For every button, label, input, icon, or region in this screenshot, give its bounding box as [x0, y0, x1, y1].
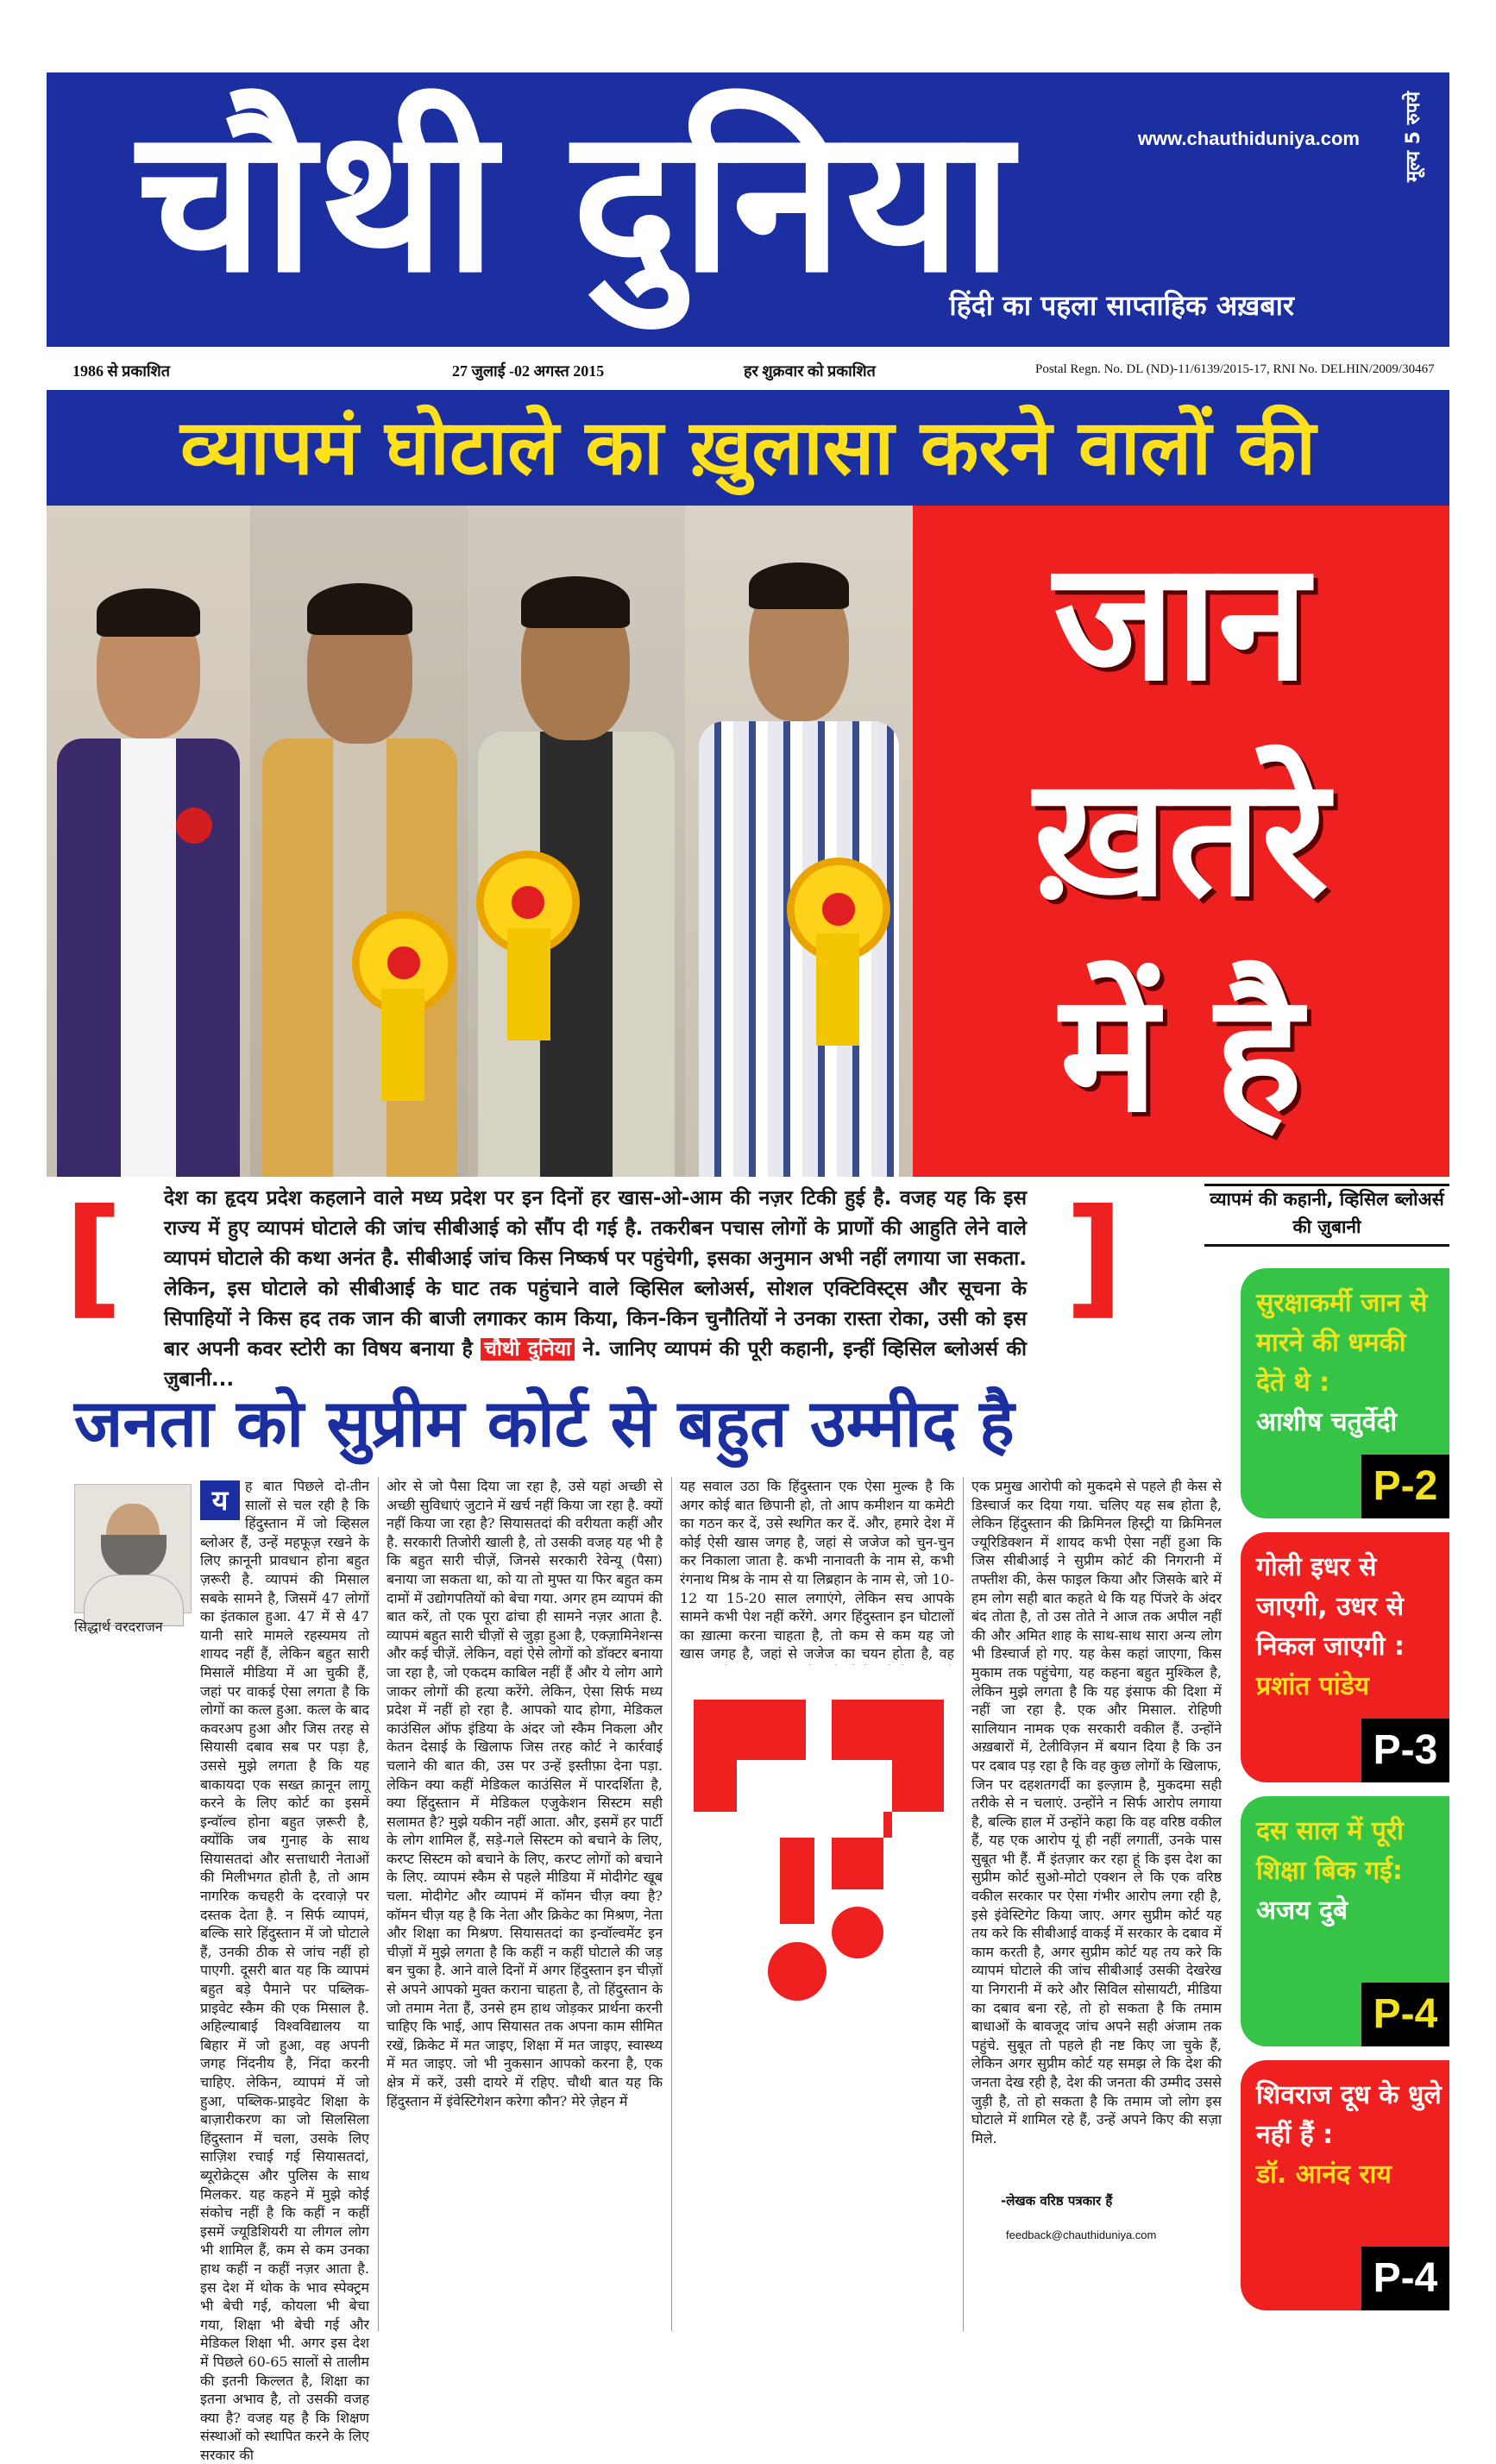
- intro-brand: चौथी दुनिया: [481, 1338, 575, 1361]
- right-bracket-icon: ]: [1065, 1182, 1124, 1332]
- article-column-3-text: यह सवाल उठा कि हिंदुस्तान एक ऐसा मुल्क है कि अगर कोई बात छिपानी हो, तो आप कमीशन या कमेटी का गठन कर दें, उसे स्थगित कर दें. और, हमारे देश में कोई ऐसी खास जगह है, जहां से जजेज को चुन-चुन कर निकाला जाता है. कभी नानावती के नाम से, कभी रंगनाथ मिश्र के नाम से या लिब्रहान के नाम से, जो 10-12 या 15-20 साल लगाएंगे, लेकिन सच आपके सामने कभी पेश नहीं करेंगे. अगर हिंदुस्तान इन घोटालों का ख़ात्मा करना चाहता है, तो कम से कम यह जो खास जगह है, जहां से जजेज का चयन होता है, वह: [680, 1478, 954, 1663]
- feedback-email[interactable]: feedback@chauthiduniya.com: [1006, 2228, 1157, 2241]
- article-column-1: [200, 1477, 369, 2463]
- promo-4-text: शिवराज दूध के धुले नहीं हैं :: [1256, 2080, 1442, 2150]
- info-strip: [47, 355, 1449, 387]
- column-divider: [963, 1477, 964, 2331]
- intro-text-2: ने. जानिए व्यापमं की पूरी कहानी, इन्हीं व्हिसिल ब्लोअर्स की ज़ुबानी...: [164, 1338, 1027, 1391]
- promo-card-2[interactable]: [1241, 1532, 1449, 1782]
- question-mark-stem: [780, 1838, 814, 1924]
- column-divider: [378, 1477, 379, 2331]
- sidebar-rule-bottom: [1204, 1244, 1449, 1247]
- main-headline: व्यापमं घोटाले का ख़ुलासा करने वालों की: [179, 403, 1317, 492]
- newspaper-logo[interactable]: चौथी दुनिया: [137, 86, 1016, 317]
- promo-2-text: गोली इधर से जाएगी, उधर से निकल जाएगी :: [1256, 1552, 1405, 1662]
- masthead: [47, 72, 1449, 347]
- tagline: हिंदी का पहला साप्ताहिक अख़बार: [949, 289, 1294, 322]
- article-dropcap: य: [200, 1480, 240, 1520]
- red-headline-box: [913, 506, 1449, 1177]
- promo-4-page[interactable]: P-4: [1361, 2247, 1449, 2310]
- whistleblower-photos: [47, 506, 913, 1177]
- promo-2-name: प्रशांत पांडेय: [1256, 1671, 1370, 1701]
- since-label: 1986 से प्रकाशित: [72, 362, 171, 380]
- author-caption: सिद्धार्थ वरदराजन: [74, 1619, 163, 1635]
- headline-band: [47, 390, 1449, 506]
- intro-paragraph: [164, 1184, 1027, 1395]
- photo-panel-1: [47, 506, 250, 1177]
- question-mark-dot-left: [768, 1942, 827, 2001]
- article-column-2: [387, 1477, 663, 2331]
- red-headline-line-3: में है: [1059, 958, 1303, 1148]
- question-mark-dot-right: [832, 1907, 883, 1958]
- promo-2-page[interactable]: P-3: [1361, 1719, 1449, 1782]
- author-byline: -लेखक वरिष्ठ पत्रकार हैं: [1001, 2193, 1113, 2209]
- sidebar-title: व्यापमं की कहानी, व्हिसिल ब्लोअर्स की ज़ुबानी: [1210, 1189, 1444, 1237]
- left-bracket-icon: [: [64, 1182, 123, 1332]
- frequency-label: हर शुक्रवार को प्रकाशित: [744, 362, 876, 380]
- promo-card-3[interactable]: [1241, 1796, 1449, 2046]
- website-link[interactable]: www.chauthiduniya.com: [1137, 128, 1360, 149]
- photo-panel-2: [250, 506, 468, 1177]
- registration-text: Postal Regn. No. DL (ND)-11/6139/2015-17, RNI No. DELHIN/2009/30467: [1035, 362, 1435, 376]
- promo-4-name: डॉ. आनंद राय: [1256, 2159, 1392, 2190]
- article-column-4-text: एक प्रमुख आरोपी को मुकदमे से पहले ही केस से डिस्चार्ज कर दिया गया. चलिए यह सब होता है, लेकिन हिंदुस्तान की क्रिमिनल हिस्ट्री या क्रिमिनल ज्यूरिडिक्शन में शायद कभी ऐसा नहीं हुआ कि जिस सीबीआई ने सुप्रीम कोर्ट की निगरानी में तफ्तीश की, केस फाइल किया और जिसके बारे में हम लोग सही बात कहते थे कि यह पिंजरे के अंदर बंद तोता है, तो उस तोते ने आज तक अपील नहीं की और अमित शाह के साथ-साथ सारा अन्य लोग भी डिस्चार्ज हो गए. यह केस कहां जाएगा, किस मुकाम तक पहुंचेगा, यह कहना बहुत मुश्किल है, लेकिन मुझे लगता है कि यह इंसाफ की दिशा में नहीं जा रहा है. एक और मिसाल. रोहिणी सालियान नामक एक सरकारी वकील हैं. उन्होंने अख़बारों में, टेलीविज़न में बयान दिया है कि उन पर दबाव पड़ रहा है कि वह कुछ लोगों के खिलाफ, जिन पर दहशतगर्दी का इल्ज़ाम है, मुकदमा सही तरीके से न चलाएं. उन्होंने न सिर्फ आरोप लगाया है, बल्कि हाल में उन्होंने कहा कि वह वरिष्ठ वकील हैं, यह एक आरोप यूं ही नहीं लगातीं, उनके पास सुबूत भी हैं. मैं इंतज़ार कर रहा हूं कि इस देश का सुप्रीम कोर्ट सुओ-मोटो एक्शन ले कि एक वरिष्ठ वकील सरकार पर ऐसा गंभीर आरोप लगा रही है, इसे इंवेस्टिगेट किया जाए. अगर सुप्रीम कोर्ट यह तय करे कि सीबीआई वाकई में सरकार के दबाव में काम करती है, अगर सुप्रीम कोर्ट यह तय करे कि व्यापमं घोटाले की जांच सीबीआई उसकी देखरेख या निगरानी में करे और सिविल सोसायटी, मीडिया का दबाव बना रहे, तो हो सकता है कि तमाम बाधाओं के बावजूद जांच अपने सही अंजाम तक पहुंचे. सुबूत तो पहले ही नष्ट किए जा चुके हैं, लेकिन अगर सुप्रीम कोर्ट यह समझ ले कि देश की जनता देख रही है, देश की जनता की उम्मीद उससे जुड़ी है, तो हो सकता है कि तमाम जो लोग इस घोटाले में शामिल रहे हैं, उन्हें अपने किए की सज़ा मिले.: [971, 1478, 1222, 2147]
- author-photo: [74, 1484, 192, 1613]
- article-column-1-text: ह बात पिछले दो-तीन सालों से चल रही है कि हिंदुस्तान में जो व्हिसल ब्लोअर हैं, उन्हें महफूज़ रखने के लिए क़ानूनी प्रावधान होना बहुत ज़रूरी है. व्यापमं की मिसाल सबके सामने है, जिसमें 47 लोगों का इंतकाल हुआ. 47 में से 47 यानी सारे मामले रहस्यमय तो शायद नहीं हैं, लेकिन बहुत सारी मिसालें मीडिया में आ चुकी हैं, जहां पर वाकई ऐसा लगता है कि लोगों का कत्ल हुआ. कत्ल के बाद कवरअप हुआ और जिस तरह से सियासी दबाव सब पर पड़ा है, उससे मुझे लगता है कि यह बाकायदा एक सख्त क़ानून लागू करने के लिए कोर्ट का इसमें इन्वॉल्व होना बहुत ज़रूरी है, क्योंकि जब गुनाह के साथ सियासतदां और सत्ताधारी नेताओं की मिलीभगत होती है, तो आम नागरिक कचहरी के दरवाज़े पर दस्तक देता है. न सिर्फ व्यापमं, बल्कि सारे हिंदुस्तान में जो घोटाले हैं, उनकी ठीक से जांच नहीं हो पाएगी. दूसरी बात यह कि व्यापमं बहुत बड़े पैमाने पर पब्लिक-प्राइवेट स्कैम की एक मिसाल है. अहिल्याबाई विश्वविद्यालय या बिहार में जो हुआ, वह अपनी जगह निंदनीय है, निंदा करनी चाहिए. लेकिन, व्यापमं में जो हुआ, पब्लिक-प्राइवेट शिक्षा के बाज़ारीकरण का जो सिलसिला हिंदुस्तान में चला, उसके लिए साज़िश रचाई गई सियासतदां, ब्यूरोक्रेट्स और पुलिस के साथ मिलकर. यह कहने में मुझे कोई संकोच नहीं है कि कहीं न कहीं इसमें ज्यूडिशियरी या लीगल लोग भी शामिल हैं, कम से कम उनका हाथ कहीं न कहीं नज़र आता है. इस देश में थोक के भाव स्पेक्ट्रम भी बेची गई, कोयला भी बेचा गया, शिक्षा भी बेची गई और मेडिकल शिक्षा भी. अगर इस देश में पिछले 60-65 सालों से तालीम की इतनी किल्लत है, शिक्षा का इतना अभाव है, तो उसकी वजह क्या है? वजह यह है कि शिक्षण संस्थाओं को स्थापित करने के लिए सरकार की: [200, 1478, 369, 2463]
- red-headline-line-2: ख़तरे: [1034, 742, 1329, 933]
- promo-3-page[interactable]: P-4: [1361, 1983, 1449, 2046]
- promo-3-text: दस साल में पूरी शिक्षा बिक गई:: [1256, 1816, 1404, 1886]
- column-divider: [671, 1477, 672, 2331]
- article-column-2-text: ओर से जो पैसा दिया जा रहा है, उसे यहां अच्छी से अच्छी सुविधाएं जुटाने में खर्च नहीं किया जा रहा है. क्यों नहीं किया जा रहा है? सियासतदां की वरीयता कहीं और है. सरकारी तिजोरी खाली है, तो उसकी वजह यह भी है कि बहुत सारी चीज़ें, जिनसे सरकारी रेवेन्यू (पैसा) बनाया जा सकता था, को या तो मुफ्त या फिर बहुत कम दामों में उद्योगपतियों को बेचा गया. अगर हम व्यापमं की बात करें, तो एक पूरा ढांचा ही सामने नज़र आता है. व्यापमं बहुत सारी चीज़ों से जुड़ा हुआ है, एक्ज़ामिनेशन्स और कई चीज़ें. लेकिन, वहां ऐसे लोगों को डॉक्टर बनाया जा रहा है, जो एकदम काबिल नहीं हैं और ये लोग आगे जाकर लोगों की हत्या करेंगे. लेकिन, ऐसा सिर्फ मध्य प्रदेश में नहीं हो रहा है. आपको याद होगा, मेडिकल काउंसिल ऑफ इंडिया के अंदर जो स्कैम निकला और केतन देसाई के खिलाफ जिस तरह कोर्ट ने कार्रवाई चलाने की बात की, उस पर उन्हें इस्तीफ़ा देना पड़ा. लेकिन क्या कहीं मेडिकल काउंसिल में पारदर्शिता है, क्या हिंदुस्तान में मेडिकल एजुकेशन सिस्टम सही सलामत है? मुझे यकीन नहीं आता. और, इसमें हर पार्टी के लोग शामिल हैं, सड़े-गले सिस्टम को बचाने के लिए, करप्ट सिस्टम को बचाने के लिए, करप्ट लोगों को बचाने के लिए. व्यापमं स्कैम से पहले मीडिया में मोदीगेट खूब चला. मोदीगेट और व्यापमं में कॉमन चीज़ क्या है? कॉमन चीज़ यह है कि नेता और क्रिकेट का मिश्रण, नेता और शिक्षा का मिश्रण. सियासतदां का इन्वॉल्वमेंट इन चीज़ों में मुझे लगता है कि कहीं न कहीं घोटाले की जड़ बन चुका है. आने वाले दिनों में अगर हिंदुस्तान इन चीज़ों से अपने आपको मुक्त कराना चाहता है, तो हिंदुस्तान के जो तमाम नेता हैं, उनसे हम हाथ जोड़कर प्रार्थना करनी चाहिए कि भाई, आप सियासत तक अपना काम सीमित रखें, क्रिकेट में मत जाइए, शिक्षा में मत जाइए, स्वास्थ्य में मत जाइए. जो भी नुकसान आपको करना है, एक क्षेत्र में करें, उसी दायरे में रहिए. चौथी बात यह कि हिंदुस्तान में इंवेस्टिगेशन करेगा कौन? मेरे ज़ेहन में: [387, 1478, 663, 2109]
- price-label: मूल्य 5 रुपये: [1403, 91, 1424, 183]
- promo-1-text: सुरक्षाकर्मी जान से मारने की धमकी देते थे :: [1256, 1288, 1428, 1398]
- article-column-4: [971, 1477, 1222, 2184]
- question-mark-graphic: [676, 1665, 961, 2027]
- promo-card-1[interactable]: [1241, 1268, 1449, 1518]
- promo-3-name: अजय दुबे: [1256, 1895, 1348, 1926]
- photo-panel-3: [468, 506, 685, 1177]
- issue-date: 27 जुलाई -02 अगस्त 2015: [452, 362, 605, 380]
- promo-1-page[interactable]: P-2: [1361, 1455, 1449, 1518]
- photo-panel-4: [685, 506, 913, 1177]
- promo-1-name: आशीष चतुर्वेदी: [1256, 1407, 1398, 1437]
- intro-text-1: देश का हृदय प्रदेश कहलाने वाले मध्य प्रदेश पर इन दिनों हर खास-ओ-आम की नज़र टिकी हुई है. वजह यह कि इस राज्य में हुए व्यापमं घोटाले की जांच सीबीआई को सौंप दी गई है. तकरीबन पचास लोगों के प्राणों की आहुति लेने वाले व्यापमं घोटाले की कथा अनंत है. सीबीआई जांच किस निष्कर्ष पर पहुंचेगी, इसका अनुमान अभी नहीं लगाया जा सकता. लेकिन, इस घोटाले को सीबीआई के घाट तक पहुंचाने वाले व्हिसिल ब्लोअर्स, सोशल एक्टिविस्ट्स और सूचना के सिपाहियों ने किस हद तक जान की बाजी लगाकर काम किया, किन-किन चुनौतियों ने उनका रास्ता रोका, उसी को इस बार अपनी कवर स्टोरी का विषय बनाया है: [164, 1187, 1027, 1361]
- promo-card-4[interactable]: [1241, 2060, 1449, 2310]
- sub-headline: जनता को सुप्रीम कोर्ट से बहुत उम्मीद है: [74, 1385, 1015, 1461]
- red-headline-line-1: जान: [1053, 526, 1309, 717]
